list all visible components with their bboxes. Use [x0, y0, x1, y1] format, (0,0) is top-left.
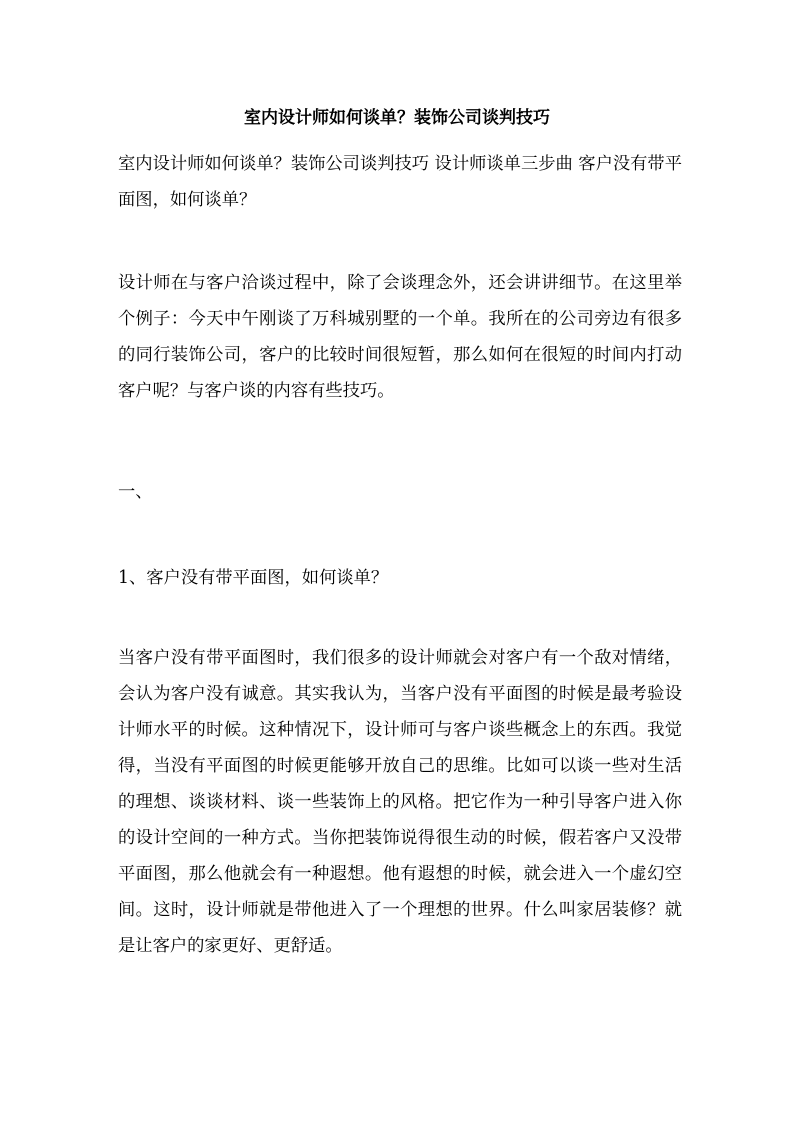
question-heading: 1、客户没有带平面图，如何谈单？ — [118, 568, 389, 588]
intro-paragraph: 室内设计师如何谈单？装饰公司谈判技巧 设计师谈单三步曲 客户没有带平面图，如何谈单？ — [118, 154, 682, 210]
document-title: 室内设计师如何谈单？装饰公司谈判技巧 — [244, 108, 550, 128]
body-paragraph-1: 设计师在与客户洽谈过程中，除了会谈理念外，还会讲讲细节。在这里举个例子：今天中午刚谈了万科城别墅的一个单。我所在的公司旁边有很多的同行装饰公司，客户的比较时间很短暂，那么如何在很短的时间内打动客户呢？与客户谈的内容有些技巧。 — [118, 273, 682, 401]
body-paragraph-2: 当客户没有带平面图时，我们很多的设计师就会对客户有一个敌对情绪，会认为客户没有诚意。其实我认为，当客户没有平面图的时候是最考验设计师水平的时候。这种情况下，设计师可与客户谈些概念上的东西。我觉得，当没有平面图的时候更能够开放自己的思维。比如可以谈一些对生活的理想、谈谈材料、谈一些装饰上的风格。把它作为一种引导客户进入你的设计空间的一种方式。当你把装饰说得很生动的时候，假若客户又没带平面图，那么他就会有一种遐想。他有遐想的时候，就会进入一个虚幻空间。这时，设计师就是带他进入了一个理想的世界。什么叫家居装修？就是让客户的家更好、更舒适。 — [118, 648, 682, 956]
section-heading: 一、 — [118, 482, 153, 502]
